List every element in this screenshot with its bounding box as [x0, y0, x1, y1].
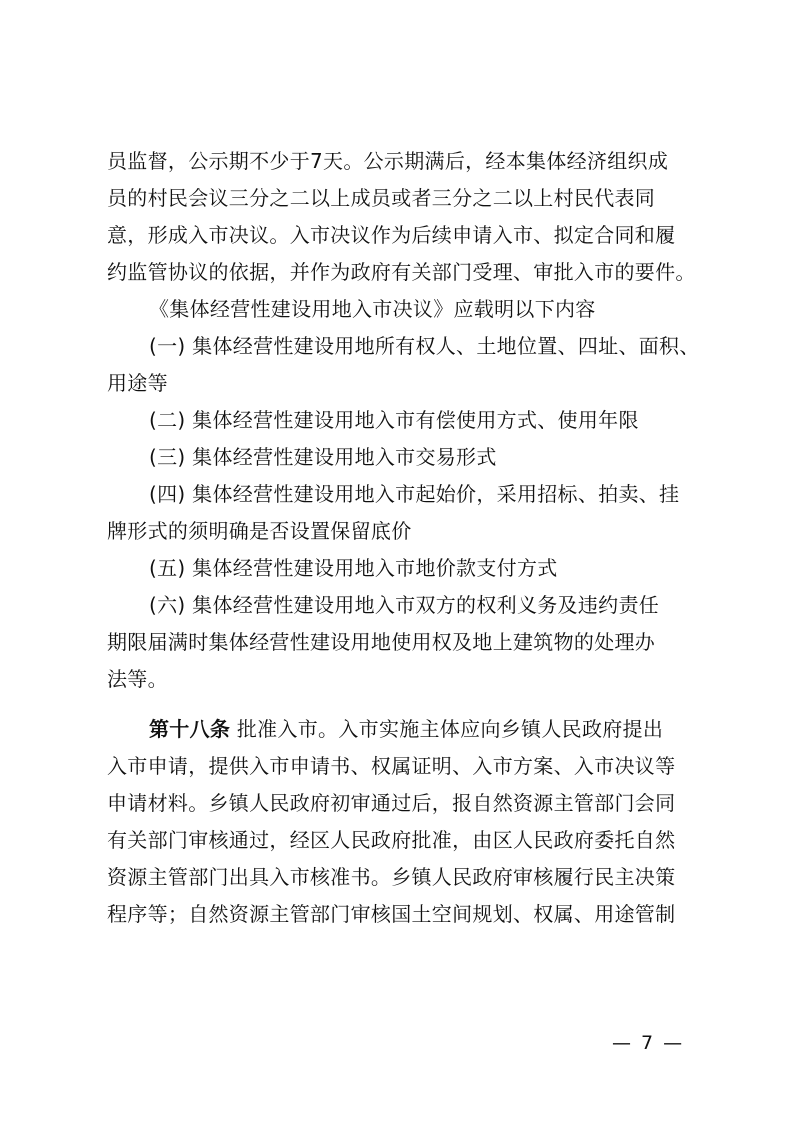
- text-line: 程序等；自然资源主管部门审核国土空间规划、权属、用途管制: [107, 902, 676, 926]
- text-line: 有关部门审核通过，经区人民政府批准，由区人民政府委托自然: [107, 828, 676, 852]
- text-line: 员的村民会议三分之二以上成员或者三分之二以上村民代表同: [107, 186, 656, 210]
- text-line: 法等。: [107, 667, 168, 691]
- page-number: — 7 —: [612, 1032, 685, 1054]
- article-18-first-line: [107, 711, 695, 748]
- text-line: 期限届满时集体经营性建设用地使用权及地上建筑物的处理办: [107, 630, 656, 654]
- text-line: 用途等: [107, 371, 168, 395]
- text-line: 约监管协议的依据，并作为政府有关部门受理、审批入市的要件。: [107, 260, 696, 284]
- text-line: 申请材料。乡镇人民政府初审通过后，报自然资源主管部门会同: [107, 791, 676, 815]
- body-text: [107, 143, 700, 933]
- list-item-6: (六) 集体经营性建设用地入市双方的权利义务及违约责任: [149, 593, 660, 617]
- text-line: 资源主管部门出具入市核准书。乡镇人民政府审核履行民主决策: [107, 865, 676, 889]
- list-item-3: (三) 集体经营性建设用地入市交易形式: [149, 445, 497, 469]
- article-18-title: 批准入市。入市实施主体应向乡镇人民政府提出: [230, 717, 664, 741]
- list-item-4: (四) 集体经营性建设用地入市起始价，采用招标、拍卖、挂: [149, 482, 680, 506]
- list-item-1: (一) 集体经营性建设用地所有权人、土地位置、四址、面积、: [149, 334, 700, 358]
- text-line: 牌形式的须明确是否设置保留底价: [107, 519, 412, 543]
- text-line: 入市申请，提供入市申请书、权属证明、入市方案、入市决议等: [107, 754, 676, 778]
- text-line: 意，形成入市决议。入市决议作为后续申请入市、拟定合同和履: [107, 223, 676, 247]
- article-18-heading: 第十八条: [149, 717, 231, 741]
- text-line: 员监督，公示期不少于7天。公示期满后，经本集体经济组织成: [107, 149, 669, 173]
- list-item-5: (五) 集体经营性建设用地入市地价款支付方式: [149, 556, 558, 580]
- list-item-2: (二) 集体经营性建设用地入市有偿使用方式、使用年限: [149, 408, 639, 432]
- text-line: 《集体经营性建设用地入市决议》应载明以下内容: [149, 297, 596, 321]
